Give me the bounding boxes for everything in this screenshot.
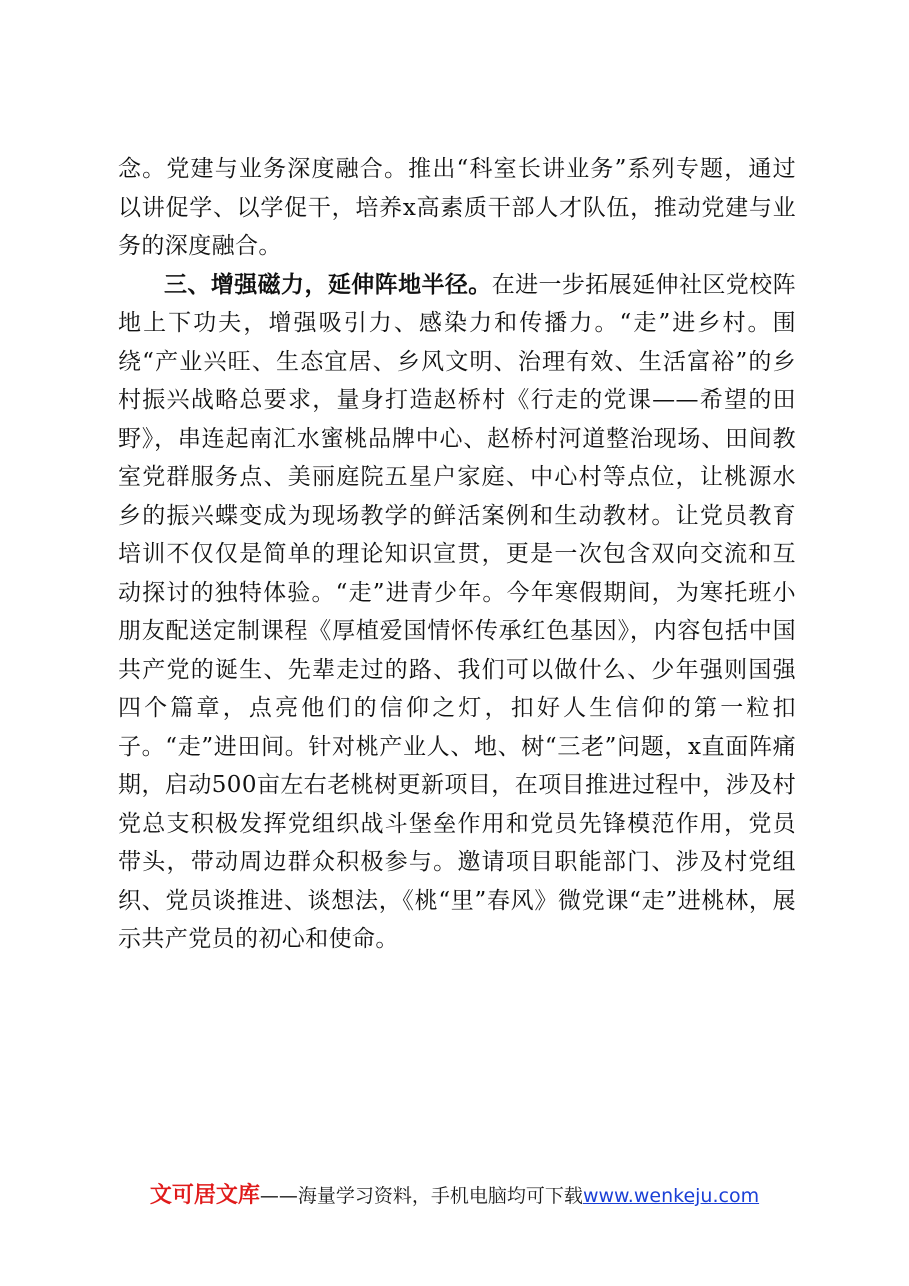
footer-brand: 文可居文库	[149, 1183, 260, 1208]
section-heading: 三、增强磁力，延伸阵地半径。	[164, 270, 492, 298]
paragraph-section-3	[118, 266, 796, 959]
document-body	[118, 150, 796, 959]
paragraph-continuation: 念。党建与业务深度融合。推出“科室长讲业务”系列专题，通过以讲促学、以学促干，培养x高素质干部人才队伍，推动党建与业务的深度融合。	[118, 156, 796, 259]
footer-tagline: ——海量学习资料，手机电脑均可下载	[259, 1185, 583, 1207]
footer-banner	[0, 1181, 909, 1211]
section-body: 在进一步拓展延伸社区党校阵地上下功夫，增强吸引力、感染力和传播力。“走”进乡村。围绕“产业兴旺、生态宜居、乡风文明、治理有效、生活富裕”的乡村振兴战略总要求，量身打造赵桥村《行走的党课——希望的田野》，串连起南汇水蜜桃品牌中心、赵桥村河道整治现场、田间教室党群服务点、美丽庭院五星户家庭、中心村等点位，让桃源水乡的振兴蝶变成为现场教学的鲜活案例和生动教材。让党员教育培训不仅仅是简单的理论知识宣贯，更是一次包含双向交流和互动探讨的独特体验。“走”进青少年。今年寒假期间，为寒托班小朋友配送定制课程《厚植爱国情怀传承红色基因》，内容包括中国共产党的诞生、先辈走过的路、我们可以做什么、少年强则国强四个篇章，点亮他们的信仰之灯，扣好人生信仰的第一粒扣子。“走”进田间。针对桃产业人、地、树“三老”问题，x直面阵痛期，启动500亩左右老桃树更新项目，在项目推进过程中，涉及村党总支积极发挥党组织战斗堡垒作用和党员先锋模范作用，党员带头，带动周边群众积极参与。邀请项目职能部门、涉及村党组织、党员谈推进、谈想法，《桃“里”春风》微党课“走”进桃林，展示共产党员的初心和使命。	[118, 271, 796, 952]
footer-website-link[interactable]: www.wenkeju.com	[582, 1185, 760, 1207]
